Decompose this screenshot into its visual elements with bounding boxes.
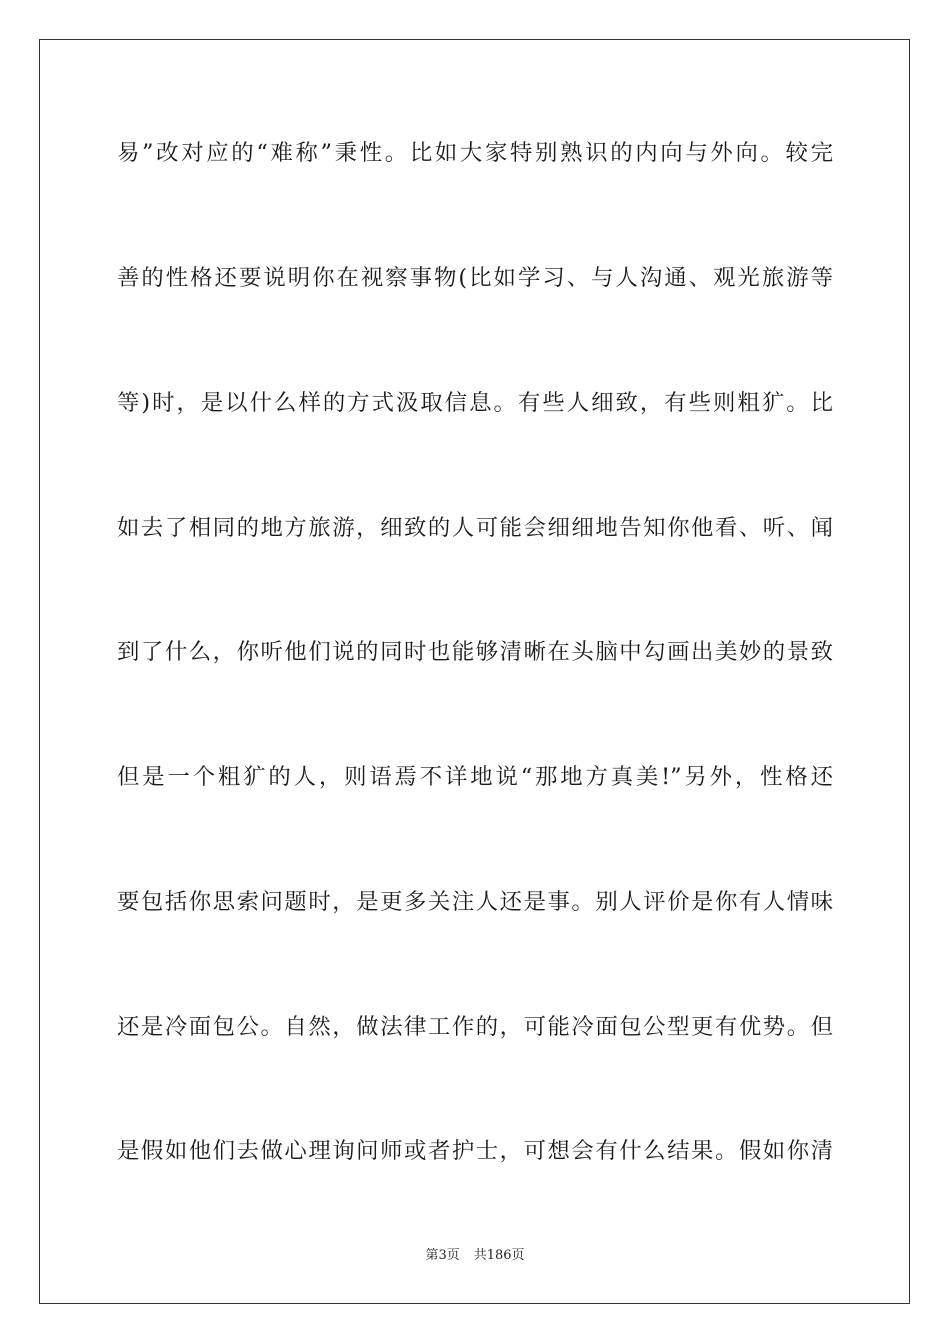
text-line-9: 是假如他们去做心理询问师或者护士，可想会有什么结果。假如你清 (117, 1138, 833, 1164)
text-line-1: 易”改对应的“难称”秉性。比如大家特别熟识的内向与外向。较完 (117, 140, 833, 166)
page-border (39, 39, 910, 1304)
text-line-3: 等)时，是以什么样的方式汲取信息。有些人细致，有些则粗犷。比 (117, 390, 833, 416)
text-line-5: 到了什么，你听他们说的同时也能够清晰在头脑中勾画出美妙的景致 (117, 639, 833, 665)
text-line-6: 但是一个粗犷的人，则语焉不详地说“那地方真美!”另外，性格还 (117, 764, 833, 790)
text-line-2: 善的性格还要说明你在视察事物(比如学习、与人沟通、观光旅游等 (117, 265, 833, 291)
page-number: 第3页 (425, 1248, 460, 1263)
text-line-4: 如去了相同的地方旅游，细致的人可能会细细地告知你他看、听、闻 (117, 515, 833, 541)
text-line-7: 要包括你思索问题时，是更多关注人还是事。别人评价是你有人情味 (117, 889, 833, 915)
text-line-8: 还是冷面包公。自然，做法律工作的，可能冷面包公型更有优势。但 (117, 1014, 833, 1040)
page-total: 共186页 (473, 1248, 525, 1263)
page-footer (0, 1247, 950, 1265)
